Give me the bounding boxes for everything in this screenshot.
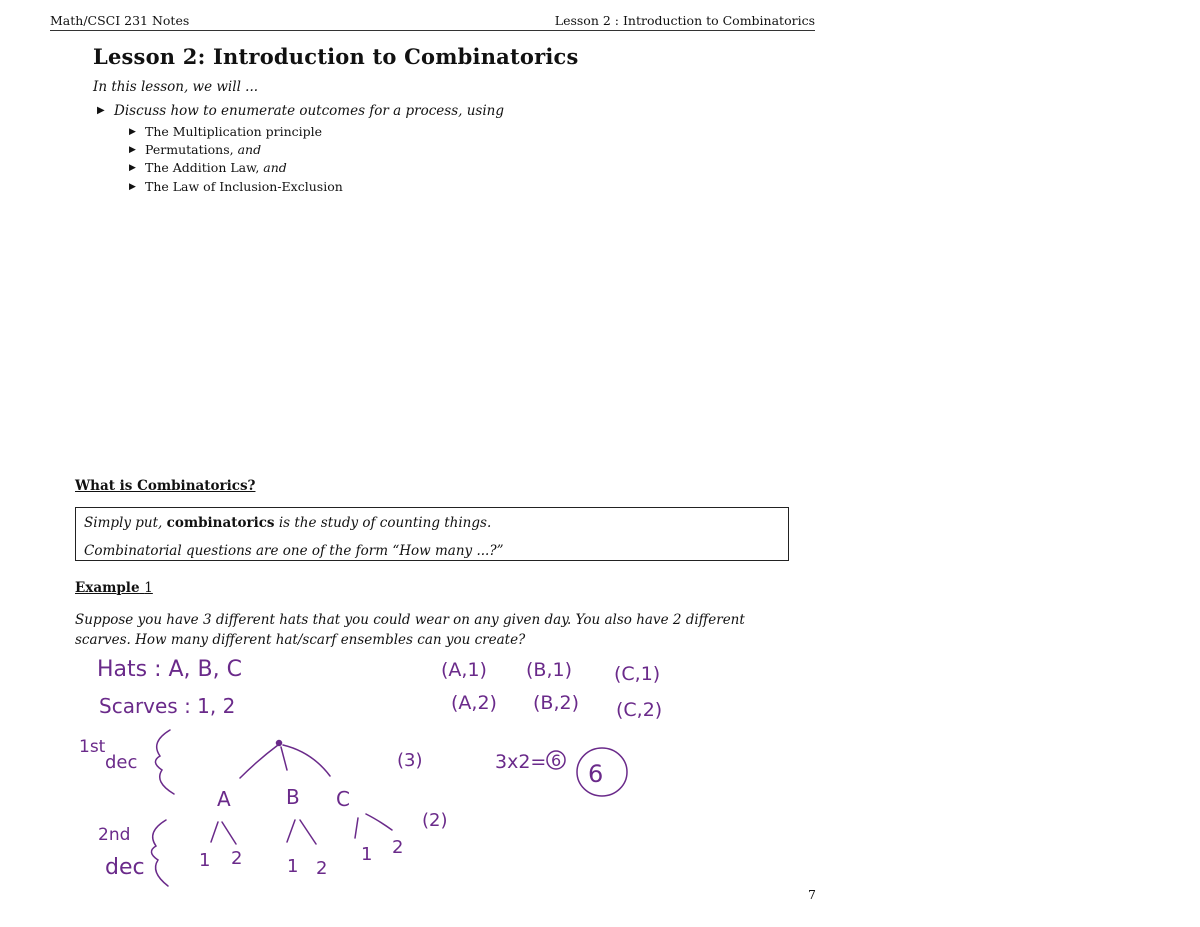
- bullet-triangle-icon: ▶: [129, 127, 136, 137]
- hw-second-dec-label: 2nd: [98, 825, 131, 845]
- definition-line: Simply put, combinatorics is the study of counting things.: [84, 515, 492, 531]
- hw-first-brace: [155, 730, 174, 794]
- definition-term: combinatorics: [166, 515, 275, 531]
- hw-second-brace: [151, 820, 168, 886]
- section-heading: What is Combinatorics?: [75, 478, 256, 494]
- hw-pair: (B,2): [533, 692, 579, 714]
- hw-product: 3x2=: [495, 751, 547, 773]
- hw-hats: Hats : A, B, C: [97, 657, 242, 682]
- objective-text: Discuss how to enumerate outcomes for a process, using: [114, 103, 505, 119]
- topic-text: The Multiplication principle: [145, 124, 323, 139]
- hw-pair: (C,2): [616, 699, 663, 721]
- hw-second-dec-word: dec: [105, 855, 145, 880]
- topic-suffix: and: [233, 142, 262, 158]
- hw-first-dec-word: dec: [105, 752, 138, 773]
- hw-leaf: 2: [316, 858, 328, 879]
- example-heading: Example 1: [75, 580, 153, 596]
- hw-pair: (C,1): [614, 663, 661, 685]
- hw-product-result: 6: [551, 751, 562, 770]
- hw-count-hats: (3): [397, 750, 423, 771]
- hw-leaf: 2: [231, 848, 243, 869]
- hw-branch: [283, 745, 330, 776]
- topic-text: The Law of Inclusion-Exclusion: [145, 178, 343, 194]
- hw-node-b: B: [286, 785, 300, 809]
- topic-text: Permutations,: [145, 142, 234, 158]
- hw-branch: [281, 747, 287, 770]
- hw-node-a: A: [217, 787, 231, 811]
- hw-leaf: 1: [287, 856, 299, 877]
- hw-branch: [211, 822, 218, 842]
- hw-leaf: 1: [361, 844, 373, 865]
- hw-branch: [300, 820, 316, 844]
- definition-question-line: Combinatorial questions are one of the form “How many ...?”: [84, 543, 504, 559]
- hw-leaf: 1: [199, 850, 211, 871]
- header-lesson: Lesson 2 : Introduction to Combinatorics: [554, 13, 815, 28]
- bullet-triangle-icon: ▶: [129, 163, 136, 174]
- bullet-triangle-icon: ▶: [129, 145, 136, 156]
- hw-branch: [366, 814, 392, 830]
- hw-pair: (A,1): [441, 659, 487, 681]
- hw-pair: (A,2): [451, 692, 497, 714]
- hw-first-dec-label: 1st: [79, 737, 106, 757]
- topic-suffix: and: [259, 160, 287, 176]
- hw-branch: [240, 745, 278, 778]
- bullet-triangle-icon: ▶: [97, 105, 105, 116]
- bullet-triangle-icon: ▶: [129, 181, 136, 192]
- hw-node-c: C: [336, 787, 350, 811]
- page-number: 7: [808, 887, 816, 902]
- example-problem: Suppose you have 3 different hats that you could wear on any given day. You also have 2 different scarves. How many different hat/scarf ensembles can you create?: [75, 612, 745, 648]
- hw-branch: [355, 818, 358, 838]
- example-number: 1: [144, 580, 153, 596]
- hw-branch: [287, 820, 295, 842]
- lesson-title: Lesson 2: Introduction to Combinatorics: [93, 44, 579, 69]
- hw-pair: (B,1): [526, 659, 572, 681]
- hw-leaf: 2: [392, 837, 404, 858]
- header-course: Math/CSCI 231 Notes: [50, 13, 190, 28]
- hw-count-scarves: (2): [422, 810, 448, 831]
- topic-text: The Addition Law,: [145, 160, 260, 176]
- intro-text: In this lesson, we will ...: [93, 79, 259, 95]
- hw-scarves: Scarves : 1, 2: [99, 694, 236, 718]
- hw-branch: [222, 822, 236, 844]
- hw-boxed-result: 6: [588, 760, 604, 788]
